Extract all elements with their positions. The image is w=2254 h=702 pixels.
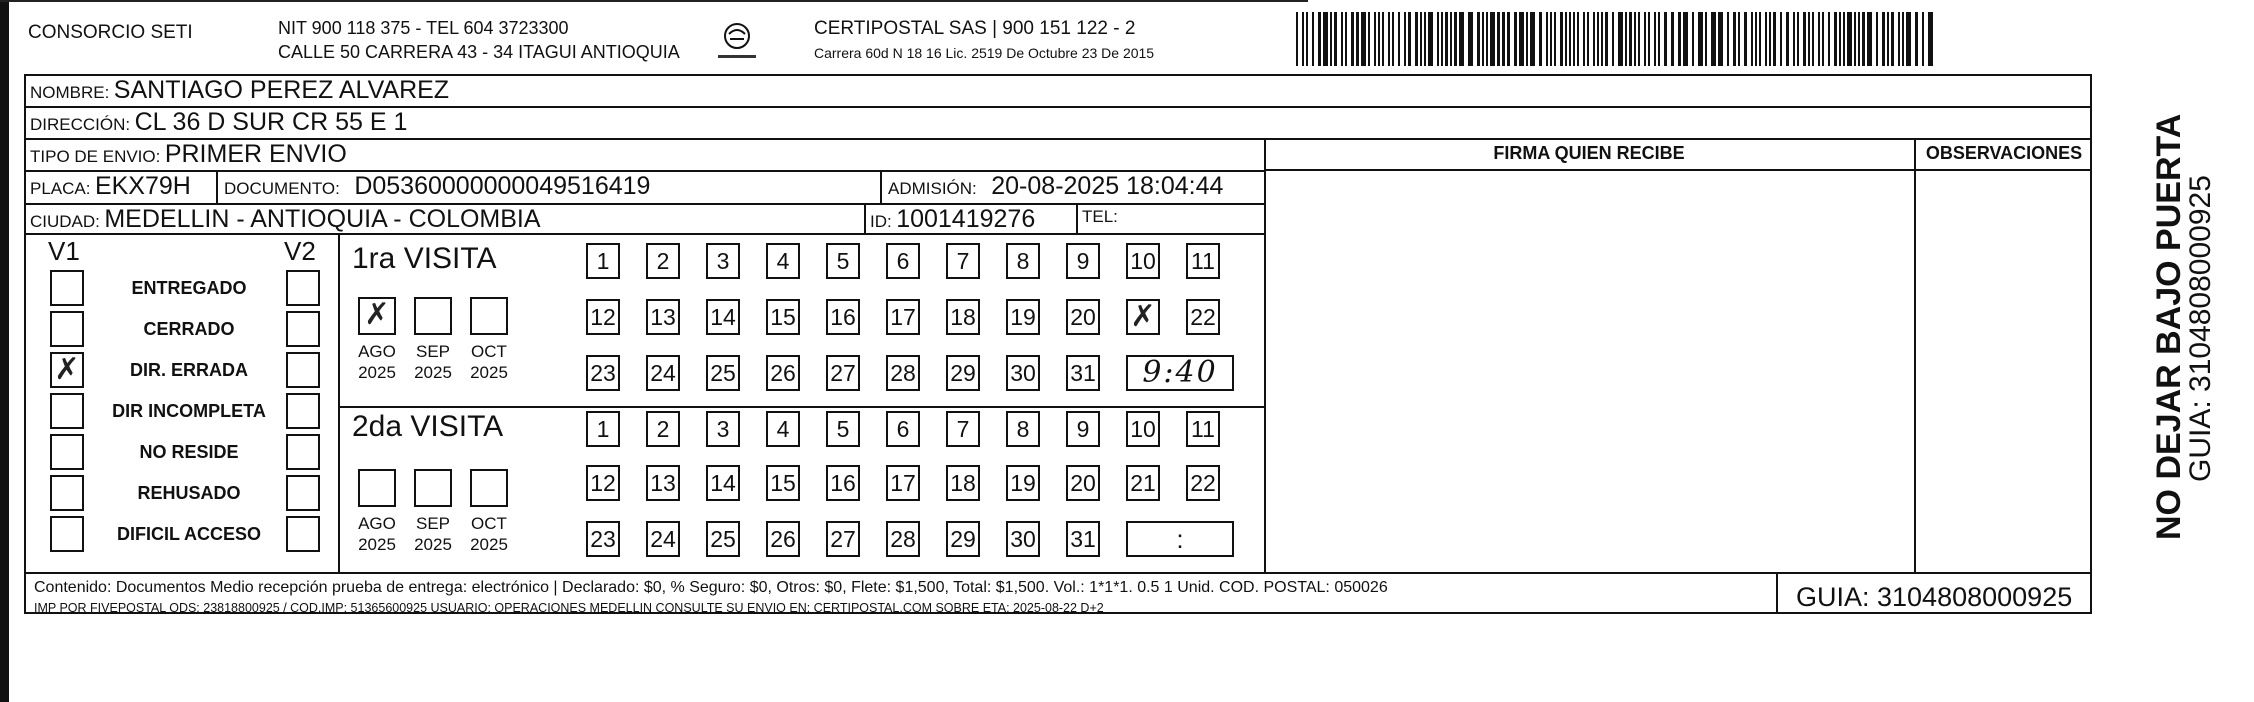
day-box[interactable]: 8 (1006, 243, 1040, 279)
month-checkbox[interactable] (414, 469, 452, 507)
v2-checkbox[interactable] (286, 516, 320, 552)
day-box[interactable]: 28 (886, 521, 920, 557)
documento-label: DOCUMENTO: (224, 179, 340, 198)
day-box[interactable]: 19 (1006, 465, 1040, 501)
visit2-time-box[interactable] (1126, 521, 1234, 557)
day-box[interactable]: 3 (706, 411, 740, 447)
month-label: AGO 2025 (358, 342, 396, 382)
observaciones-header: OBSERVACIONES (1925, 143, 2083, 163)
day-box[interactable]: 1 (586, 411, 620, 447)
day-box[interactable]: 16 (826, 299, 860, 335)
firma-header: FIRMA QUIEN RECIBE (1493, 143, 1685, 163)
v1-checkbox[interactable] (50, 434, 84, 470)
id-label: ID: (870, 212, 892, 231)
v1-checkbox[interactable] (50, 516, 84, 552)
status-label: DIFICIL ACCESO (116, 524, 261, 544)
day-box[interactable]: 30 (1006, 521, 1040, 557)
day-box[interactable]: 20 (1066, 465, 1100, 501)
certipostal-logo-icon (714, 18, 760, 64)
day-box[interactable]: 18 (946, 465, 980, 501)
side-warning: NO DEJAR BAJO PUERTA (2150, 113, 2188, 540)
footer-content-line: Contenido: Documentos Medio recepción prueba de entrega: electrónico | Declarado: $0, % Seguro: $0, Otros: $0, Flete: $1,500, Total: $1,500. Vol.: 1*1*1. 0.5 1 Unid. COD. POSTAL: 050026 (34, 579, 1388, 596)
day-box[interactable]: 22 (1186, 299, 1220, 335)
ciudad-label: CIUDAD: (30, 212, 100, 231)
day-box[interactable]: 5 (826, 243, 860, 279)
left-edge-strip (0, 0, 9, 702)
status-label: DIR INCOMPLETA (112, 401, 266, 421)
day-box[interactable]: 29 (946, 355, 980, 391)
day-box[interactable]: 23 (586, 521, 620, 557)
visit1-time: 9:40 (1142, 355, 1218, 390)
day-box[interactable]: 11 (1186, 243, 1220, 279)
v1-header: V1 (48, 236, 80, 266)
day-box[interactable]: 24 (646, 355, 680, 391)
day-box[interactable]: 31 (1066, 521, 1100, 557)
tipo-envio-value: PRIMER ENVIO (164, 140, 347, 168)
v2-checkbox[interactable] (286, 311, 320, 347)
day-box[interactable]: 10 (1126, 411, 1160, 447)
day-box[interactable]: 25 (706, 355, 740, 391)
status-label: ENTREGADO (131, 278, 247, 298)
placa-value: EKX79H (94, 172, 191, 200)
month-checkbox[interactable]: ✗ (358, 297, 396, 335)
status-label: CERRADO (143, 319, 235, 339)
month-checkbox[interactable] (358, 469, 396, 507)
v2-checkbox[interactable] (286, 434, 320, 470)
v1-checkbox[interactable] (50, 475, 84, 511)
day-box[interactable]: 2 (646, 243, 680, 279)
v2-checkbox[interactable] (286, 475, 320, 511)
address-line: CALLE 50 CARRERA 43 - 34 ITAGUI ANTIOQUIA (278, 42, 680, 62)
footer-imp-line: IMP POR FIVEPOSTAL ODS: 23818800925 / COD.IMP: 51365600925 USUARIO: OPERACIONES MEDELLIN CONSULTE SU ENVIO EN: CERTIPOSTAL.COM SOBRE ETA: 2025-08-22 D+2 (34, 601, 1104, 615)
visit2-title: 2da VISITA (352, 410, 504, 443)
certipostal-line: CERTIPOSTAL SAS | 900 151 122 - 2 (814, 18, 1136, 39)
admision-value: 20-08-2025 18:04:44 (991, 172, 1224, 200)
day-box[interactable]: 3 (706, 243, 740, 279)
month-label: AGO 2025 (358, 514, 396, 554)
day-box[interactable]: 17 (886, 299, 920, 335)
v2-checkbox[interactable] (286, 270, 320, 306)
side-guia: GUIA: 3104808000925 (2184, 175, 2217, 482)
day-box[interactable]: 8 (1006, 411, 1040, 447)
status-label: NO RESIDE (139, 442, 239, 462)
day-box[interactable]: 7 (946, 411, 980, 447)
v2-checkbox[interactable] (286, 352, 320, 388)
day-box[interactable]: 28 (886, 355, 920, 391)
day-box[interactable]: 27 (826, 355, 860, 391)
day-box[interactable]: 16 (826, 465, 860, 501)
day-box[interactable]: 7 (946, 243, 980, 279)
day-box[interactable]: 4 (766, 411, 800, 447)
visit2-time: : (1176, 524, 1184, 554)
month-checkbox[interactable] (470, 297, 508, 335)
day-box[interactable]: 6 (886, 243, 920, 279)
tel-label: TEL: (1082, 207, 1118, 226)
day-box[interactable]: 29 (946, 521, 980, 557)
day-box[interactable]: 26 (766, 355, 800, 391)
month-checkbox[interactable] (470, 469, 508, 507)
day-box[interactable]: ✗ (1126, 299, 1160, 335)
placa-label: PLACA: (30, 179, 91, 198)
footer-guia: GUIA: 3104808000925 (1796, 582, 2073, 612)
month-label: OCT 2025 (470, 342, 508, 382)
direccion-value: CL 36 D SUR CR 55 E 1 (134, 108, 408, 136)
day-box[interactable]: 2 (646, 411, 680, 447)
top-edge-line (0, 0, 1308, 2)
day-box[interactable]: 18 (946, 299, 980, 335)
day-box[interactable]: 9 (1066, 411, 1100, 447)
month-label: SEP 2025 (414, 342, 452, 382)
day-box[interactable]: 12 (586, 465, 620, 501)
day-box[interactable]: 26 (766, 521, 800, 557)
ciudad-value: MEDELLIN - ANTIOQUIA - COLOMBIA (104, 205, 541, 233)
day-box[interactable]: 19 (1006, 299, 1040, 335)
v1-checkbox[interactable] (50, 270, 84, 306)
month-label: SEP 2025 (414, 514, 452, 554)
day-box[interactable]: 25 (706, 521, 740, 557)
visit1-title: 1ra VISITA (352, 242, 497, 275)
tipo-envio-label: TIPO DE ENVIO: (30, 147, 161, 166)
day-box[interactable]: 4 (766, 243, 800, 279)
day-box[interactable]: 27 (826, 521, 860, 557)
nit-line: NIT 900 118 375 - TEL 604 3723300 (278, 18, 569, 38)
id-value: 1001419276 (896, 205, 1036, 233)
day-box[interactable]: 31 (1066, 355, 1100, 391)
day-box[interactable]: 13 (646, 299, 680, 335)
day-box[interactable]: 11 (1186, 411, 1220, 447)
day-box[interactable]: 1 (586, 243, 620, 279)
day-box[interactable]: 13 (646, 465, 680, 501)
month-label: OCT 2025 (470, 514, 508, 554)
company-name: CONSORCIO SETI (28, 22, 193, 43)
visit1-time-box[interactable] (1126, 355, 1234, 391)
day-box[interactable]: 9 (1066, 243, 1100, 279)
day-box[interactable]: 30 (1006, 355, 1040, 391)
day-box[interactable]: 6 (886, 411, 920, 447)
v1-checkbox[interactable] (50, 393, 84, 429)
day-box[interactable]: 14 (706, 465, 740, 501)
day-box[interactable]: 21 (1126, 465, 1160, 501)
v2-checkbox[interactable] (286, 393, 320, 429)
v1-checkbox[interactable]: ✗ (50, 352, 84, 388)
day-box[interactable]: 15 (766, 465, 800, 501)
admision-label: ADMISIÓN: (888, 179, 977, 198)
day-box[interactable]: 5 (826, 411, 860, 447)
direccion-label: DIRECCIÓN: (30, 115, 131, 134)
month-checkbox[interactable] (414, 297, 452, 335)
day-box[interactable]: 10 (1126, 243, 1160, 279)
certipostal-license: Carrera 60d N 18 16 Lic. 2519 De Octubre 23 De 2015 (814, 45, 1155, 61)
barcode (1296, 12, 1936, 66)
day-box[interactable]: 23 (586, 355, 620, 391)
day-box[interactable]: 24 (646, 521, 680, 557)
day-box[interactable]: 14 (706, 299, 740, 335)
status-label: DIR. ERRADA (129, 360, 248, 380)
day-box[interactable]: 12 (586, 299, 620, 335)
day-box[interactable]: 17 (886, 465, 920, 501)
v1-checkbox[interactable] (50, 311, 84, 347)
v2-header: V2 (284, 236, 316, 266)
nombre-label: NOMBRE: (30, 83, 110, 102)
documento-value: D05360000000049516419 (354, 172, 651, 200)
day-box[interactable]: 22 (1186, 465, 1220, 501)
day-box[interactable]: 20 (1066, 299, 1100, 335)
status-label: REHUSADO (137, 483, 241, 503)
nombre-value: SANTIAGO PEREZ ALVAREZ (113, 76, 450, 104)
day-box[interactable]: 15 (766, 299, 800, 335)
